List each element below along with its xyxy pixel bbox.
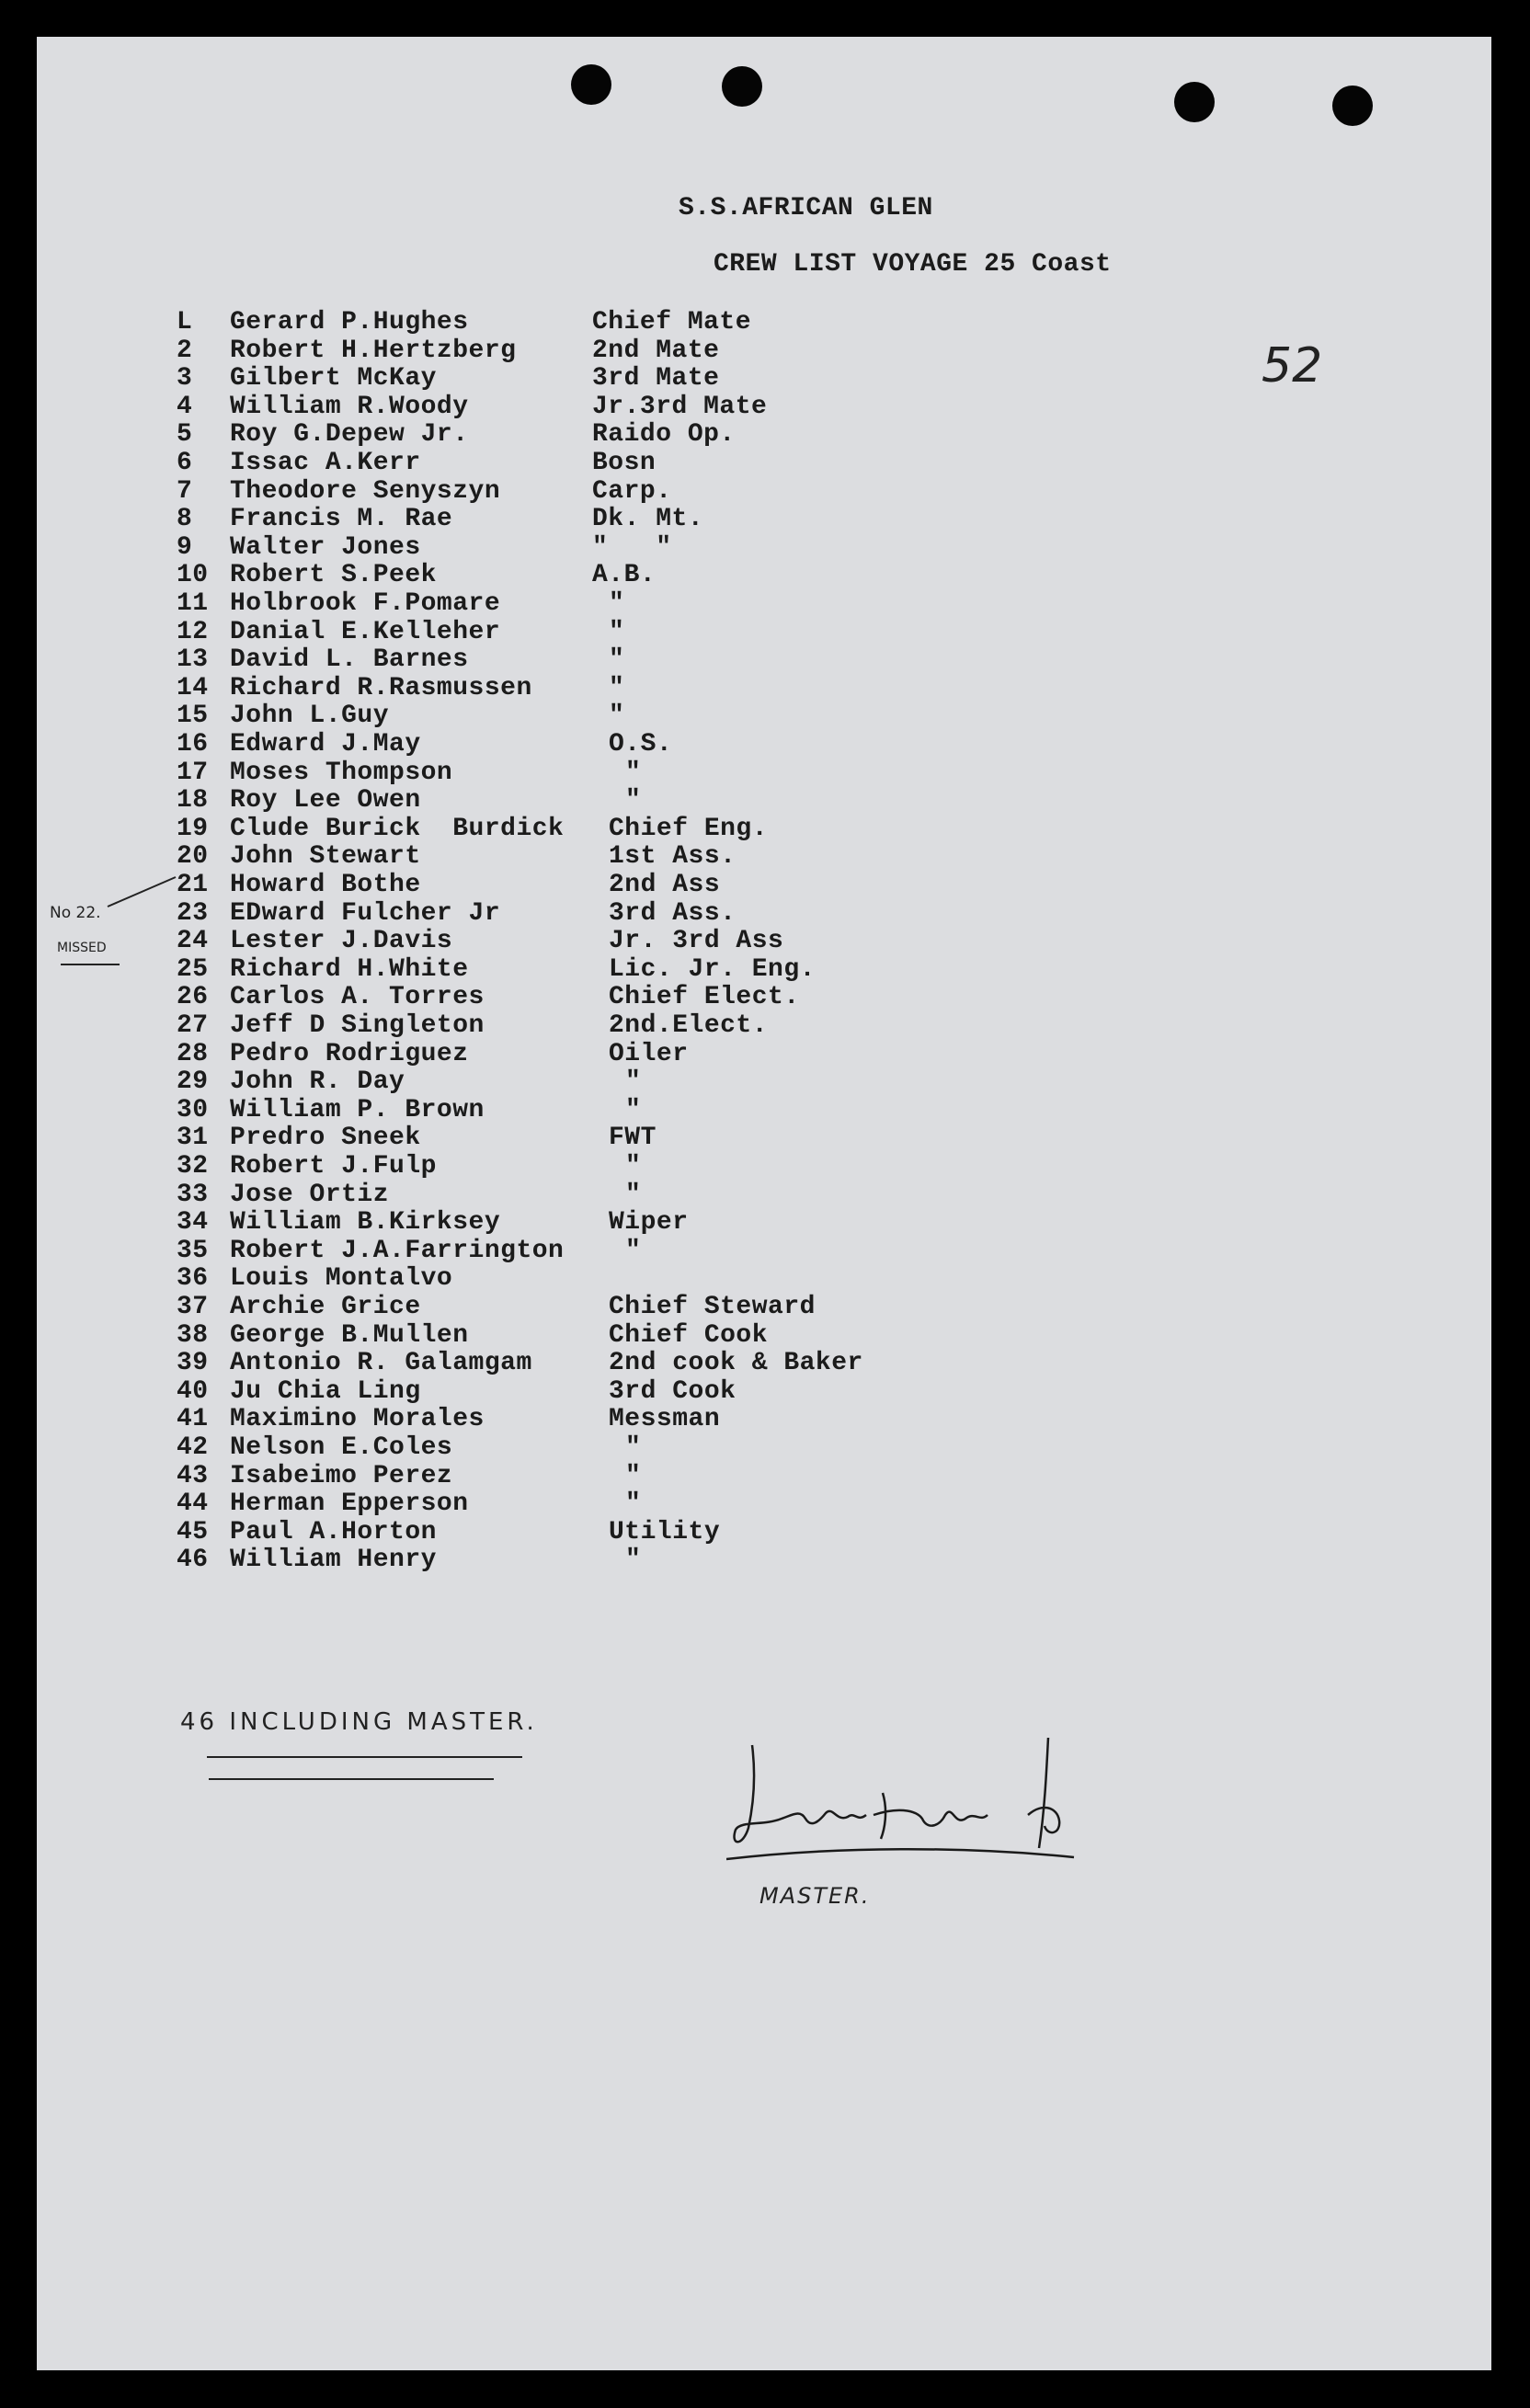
crew-list-subtitle: CREW LIST VOYAGE 25 Coast bbox=[714, 250, 1112, 279]
crew-rating: 3rd Ass. bbox=[609, 898, 736, 928]
crew-number: 39 bbox=[177, 1349, 209, 1378]
crew-rating: " bbox=[625, 1180, 642, 1209]
crew-name: Gerard P.Hughes bbox=[230, 308, 469, 337]
punch-hole bbox=[571, 64, 611, 105]
crew-name: Issac A.Kerr bbox=[230, 449, 421, 477]
crew-name: Carlos A. Torres bbox=[230, 983, 485, 1012]
crew-number: 13 bbox=[177, 645, 209, 675]
crew-name: Antonio R. Galamgam bbox=[230, 1349, 532, 1378]
crew-number: 37 bbox=[177, 1293, 209, 1321]
crew-name: David L. Barnes bbox=[230, 645, 469, 675]
crew-rating: Chief Steward bbox=[609, 1293, 816, 1321]
crew-number: 25 bbox=[177, 954, 209, 984]
crew-number: 3 bbox=[177, 364, 193, 394]
crew-name: Herman Epperson bbox=[230, 1489, 469, 1519]
crew-rating: 3rd Cook bbox=[609, 1376, 736, 1406]
margin-pointer-line bbox=[106, 873, 179, 910]
crew-name: Clude Burick Burdick bbox=[230, 814, 565, 843]
crew-name: Paul A.Horton bbox=[230, 1517, 437, 1546]
crew-number: 42 bbox=[177, 1433, 209, 1462]
crew-number: 32 bbox=[177, 1152, 209, 1181]
crew-number: 33 bbox=[177, 1180, 209, 1209]
crew-number: 45 bbox=[177, 1517, 209, 1546]
crew-rating: " bbox=[609, 617, 625, 646]
crew-rating: Chief Elect. bbox=[609, 983, 800, 1012]
total-underline-2 bbox=[209, 1778, 494, 1780]
crew-number: 2 bbox=[177, 336, 193, 365]
crew-name: Howard Bothe bbox=[230, 871, 421, 899]
crew-rating: " bbox=[625, 786, 642, 816]
crew-number: 5 bbox=[177, 420, 193, 450]
crew-number: 10 bbox=[177, 561, 209, 590]
crew-name: Isabeimo Perez bbox=[230, 1461, 453, 1490]
crew-rating: " bbox=[609, 673, 625, 702]
crew-rating: " bbox=[625, 1489, 642, 1519]
crew-rating: Dk. Mt. bbox=[592, 505, 704, 534]
crew-name: Danial E.Kelleher bbox=[230, 617, 501, 646]
crew-rating: 2nd Ass bbox=[609, 871, 721, 899]
crew-name: Robert J.Fulp bbox=[230, 1152, 437, 1181]
punch-hole bbox=[1332, 86, 1373, 126]
crew-rating: " bbox=[625, 1236, 642, 1265]
crew-number: 18 bbox=[177, 786, 209, 816]
crew-rating: Utility bbox=[609, 1517, 721, 1546]
crew-name: John R. Day bbox=[230, 1067, 405, 1097]
crew-name: Richard R.Rasmussen bbox=[230, 673, 532, 702]
crew-rating: Chief Eng. bbox=[609, 814, 769, 843]
crew-rating: 2nd cook & Baker bbox=[609, 1349, 863, 1378]
crew-name: Walter Jones bbox=[230, 532, 421, 562]
crew-number: 14 bbox=[177, 673, 209, 702]
crew-number: 20 bbox=[177, 842, 209, 872]
crew-name: Holbrook F.Pomare bbox=[230, 589, 501, 618]
ship-title: S.S.AFRICAN GLEN bbox=[679, 194, 933, 223]
crew-number: 40 bbox=[177, 1376, 209, 1406]
crew-rating: A.B. bbox=[592, 561, 657, 590]
crew-number: 29 bbox=[177, 1067, 209, 1097]
crew-number: 35 bbox=[177, 1236, 209, 1265]
crew-rating: 2nd.Elect. bbox=[609, 1011, 769, 1040]
punch-hole bbox=[722, 66, 762, 107]
crew-name: Edward J.May bbox=[230, 730, 421, 759]
crew-name: Richard H.White bbox=[230, 954, 469, 984]
crew-name: Theodore Senyszyn bbox=[230, 476, 501, 506]
crew-number: 19 bbox=[177, 814, 209, 843]
crew-number: 31 bbox=[177, 1124, 209, 1153]
crew-name: Archie Grice bbox=[230, 1293, 421, 1321]
crew-rating: " bbox=[625, 758, 642, 787]
signature-title: MASTER. bbox=[759, 1883, 871, 1909]
crew-rating: Wiper bbox=[609, 1208, 689, 1238]
crew-number: 34 bbox=[177, 1208, 209, 1238]
crew-rating: Carp. bbox=[592, 476, 672, 506]
crew-rating: 1st Ass. bbox=[609, 842, 736, 872]
crew-name: George B.Mullen bbox=[230, 1320, 469, 1350]
crew-number: 44 bbox=[177, 1489, 209, 1519]
crew-rating: " bbox=[625, 1067, 642, 1097]
page-number: 52 bbox=[1262, 338, 1323, 394]
crew-number: 8 bbox=[177, 505, 193, 534]
crew-rating: Jr. 3rd Ass bbox=[609, 927, 784, 956]
crew-number: 28 bbox=[177, 1039, 209, 1068]
crew-name: Ju Chia Ling bbox=[230, 1376, 421, 1406]
crew-name: Louis Montalvo bbox=[230, 1264, 453, 1294]
master-signature bbox=[726, 1738, 1094, 1876]
crew-name: Maximino Morales bbox=[230, 1405, 485, 1434]
crew-number: 9 bbox=[177, 532, 193, 562]
crew-name: Gilbert McKay bbox=[230, 364, 437, 394]
crew-rating: Bosn bbox=[592, 449, 657, 477]
crew-rating: " " bbox=[592, 532, 672, 562]
total-underline-1 bbox=[207, 1756, 522, 1758]
crew-rating: " bbox=[609, 645, 625, 675]
crew-number: 41 bbox=[177, 1405, 209, 1434]
crew-number: 15 bbox=[177, 702, 209, 731]
crew-name: Francis M. Rae bbox=[230, 505, 453, 534]
crew-rating: FWT bbox=[609, 1124, 657, 1153]
crew-rating: " bbox=[625, 1095, 642, 1124]
margin-note-number: No 22. bbox=[50, 904, 101, 922]
crew-rating: " bbox=[625, 1546, 642, 1575]
crew-rating: " bbox=[625, 1461, 642, 1490]
crew-number: 6 bbox=[177, 449, 193, 477]
crew-name: William B.Kirksey bbox=[230, 1208, 501, 1238]
crew-rating: Oiler bbox=[609, 1039, 689, 1068]
crew-number: 12 bbox=[177, 617, 209, 646]
crew-name: Robert H.Hertzberg bbox=[230, 336, 517, 365]
crew-rating: Raido Op. bbox=[592, 420, 736, 450]
crew-number: 43 bbox=[177, 1461, 209, 1490]
margin-underline bbox=[61, 964, 120, 965]
crew-name: William P. Brown bbox=[230, 1095, 485, 1124]
crew-number: 36 bbox=[177, 1264, 209, 1294]
crew-rating: Messman bbox=[609, 1405, 721, 1434]
crew-rating: " bbox=[625, 1152, 642, 1181]
crew-number: 7 bbox=[177, 476, 193, 506]
crew-name: John Stewart bbox=[230, 842, 421, 872]
crew-name: Robert S.Peek bbox=[230, 561, 437, 590]
crew-rating: Chief Mate bbox=[592, 308, 752, 337]
crew-rating: " bbox=[609, 589, 625, 618]
crew-rating: O.S. bbox=[609, 730, 673, 759]
crew-rating: " bbox=[609, 702, 625, 731]
crew-number: 26 bbox=[177, 983, 209, 1012]
crew-name: Robert J.A.Farrington bbox=[230, 1236, 565, 1265]
crew-number: 30 bbox=[177, 1095, 209, 1124]
crew-rating: Jr.3rd Mate bbox=[592, 392, 768, 421]
crew-number: 23 bbox=[177, 898, 209, 928]
crew-name: Nelson E.Coles bbox=[230, 1433, 453, 1462]
crew-number: 4 bbox=[177, 392, 193, 421]
crew-number: L bbox=[177, 308, 193, 337]
crew-name: Jose Ortiz bbox=[230, 1180, 390, 1209]
crew-number: 17 bbox=[177, 758, 209, 787]
crew-number: 21 bbox=[177, 871, 209, 899]
crew-number: 16 bbox=[177, 730, 209, 759]
crew-rating: " bbox=[625, 1433, 642, 1462]
crew-number: 46 bbox=[177, 1546, 209, 1575]
crew-name: William Henry bbox=[230, 1546, 437, 1575]
punch-hole bbox=[1174, 82, 1215, 122]
crew-name: John L.Guy bbox=[230, 702, 390, 731]
crew-name: William R.Woody bbox=[230, 392, 469, 421]
crew-rating: 2nd Mate bbox=[592, 336, 720, 365]
crew-name: Lester J.Davis bbox=[230, 927, 453, 956]
crew-name: Roy G.Depew Jr. bbox=[230, 420, 469, 450]
crew-name: Roy Lee Owen bbox=[230, 786, 421, 816]
crew-number: 24 bbox=[177, 927, 209, 956]
crew-name: Predro Sneek bbox=[230, 1124, 421, 1153]
crew-rating: Chief Cook bbox=[609, 1320, 769, 1350]
total-crew-note: 46 INCLUDING MASTER. bbox=[180, 1708, 538, 1736]
crew-name: Pedro Rodriguez bbox=[230, 1039, 469, 1068]
margin-note-missed: MISSED bbox=[57, 941, 107, 955]
crew-name: EDward Fulcher Jr bbox=[230, 898, 501, 928]
crew-rating: 3rd Mate bbox=[592, 364, 720, 394]
crew-name: Moses Thompson bbox=[230, 758, 453, 787]
crew-rating: Lic. Jr. Eng. bbox=[609, 954, 816, 984]
crew-number: 38 bbox=[177, 1320, 209, 1350]
crew-number: 11 bbox=[177, 589, 209, 618]
crew-number: 27 bbox=[177, 1011, 209, 1040]
crew-name: Jeff D Singleton bbox=[230, 1011, 485, 1040]
